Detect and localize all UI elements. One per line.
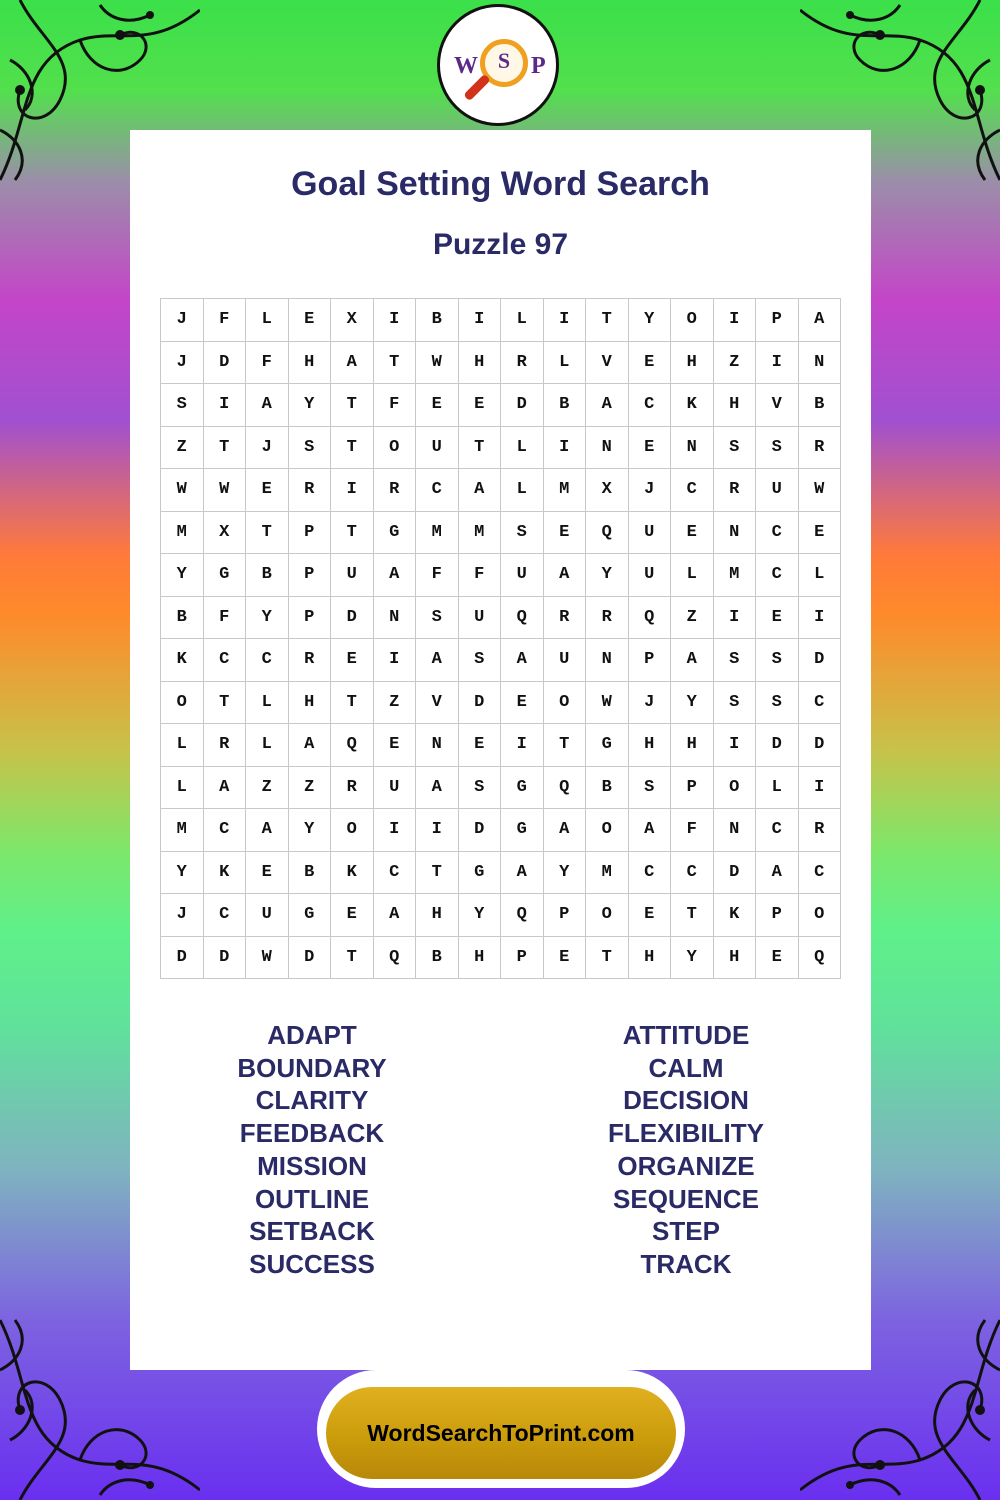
grid-cell[interactable]: D	[714, 852, 757, 895]
grid-cell[interactable]: S	[714, 639, 757, 682]
grid-cell[interactable]: T	[671, 894, 714, 937]
grid-cell[interactable]: C	[416, 469, 459, 512]
grid-cell[interactable]: E	[246, 469, 289, 512]
grid-cell[interactable]: E	[756, 597, 799, 640]
grid-cell[interactable]: R	[544, 597, 587, 640]
grid-cell[interactable]: E	[629, 427, 672, 470]
grid-cell[interactable]: A	[671, 639, 714, 682]
grid-cell[interactable]: D	[756, 724, 799, 767]
grid-cell[interactable]: I	[714, 299, 757, 342]
grid-cell[interactable]: D	[799, 639, 842, 682]
grid-cell[interactable]: U	[501, 554, 544, 597]
grid-cell[interactable]: C	[671, 852, 714, 895]
grid-cell[interactable]: K	[714, 894, 757, 937]
grid-cell[interactable]: L	[501, 469, 544, 512]
grid-cell[interactable]: I	[714, 597, 757, 640]
grid-cell[interactable]: O	[374, 427, 417, 470]
grid-cell[interactable]: Y	[246, 597, 289, 640]
grid-cell[interactable]: R	[586, 597, 629, 640]
grid-cell[interactable]: V	[586, 342, 629, 385]
grid-cell[interactable]: F	[671, 809, 714, 852]
grid-cell[interactable]: T	[331, 682, 374, 725]
grid-cell[interactable]: L	[246, 724, 289, 767]
grid-cell[interactable]: D	[161, 937, 204, 980]
grid-cell[interactable]: X	[204, 512, 247, 555]
grid-cell[interactable]: A	[204, 767, 247, 810]
grid-cell[interactable]: U	[544, 639, 587, 682]
grid-cell[interactable]: G	[459, 852, 502, 895]
grid-cell[interactable]: W	[799, 469, 842, 512]
grid-cell[interactable]: O	[544, 682, 587, 725]
grid-cell[interactable]: J	[161, 342, 204, 385]
grid-cell[interactable]: O	[586, 809, 629, 852]
grid-cell[interactable]: G	[289, 894, 332, 937]
grid-cell[interactable]: T	[204, 682, 247, 725]
grid-cell[interactable]: H	[289, 342, 332, 385]
grid-cell[interactable]: E	[544, 937, 587, 980]
grid-cell[interactable]: F	[459, 554, 502, 597]
grid-cell[interactable]: C	[756, 512, 799, 555]
grid-cell[interactable]: X	[331, 299, 374, 342]
grid-cell[interactable]: C	[629, 384, 672, 427]
grid-cell[interactable]: E	[756, 937, 799, 980]
grid-cell[interactable]: E	[544, 512, 587, 555]
grid-cell[interactable]: R	[799, 809, 842, 852]
grid-cell[interactable]: F	[416, 554, 459, 597]
grid-cell[interactable]: P	[629, 639, 672, 682]
word-list-item: FLEXIBILITY	[608, 1118, 764, 1149]
grid-cell[interactable]: J	[161, 299, 204, 342]
grid-cell[interactable]: P	[671, 767, 714, 810]
grid-cell[interactable]: R	[374, 469, 417, 512]
grid-cell[interactable]: U	[629, 554, 672, 597]
grid-cell[interactable]: S	[714, 427, 757, 470]
grid-cell[interactable]: Q	[586, 512, 629, 555]
grid-cell[interactable]: E	[629, 342, 672, 385]
grid-cell[interactable]: M	[459, 512, 502, 555]
grid-cell[interactable]: U	[374, 767, 417, 810]
grid-cell[interactable]: S	[501, 512, 544, 555]
grid-cell[interactable]: T	[331, 384, 374, 427]
grid-cell[interactable]: Y	[289, 384, 332, 427]
grid-cell[interactable]: E	[629, 894, 672, 937]
grid-cell[interactable]: H	[459, 342, 502, 385]
grid-cell[interactable]: D	[501, 384, 544, 427]
grid-cell[interactable]: M	[416, 512, 459, 555]
grid-cell[interactable]: C	[671, 469, 714, 512]
grid-cell[interactable]: T	[374, 342, 417, 385]
page-title: Goal Setting Word Search	[291, 165, 710, 203]
grid-cell[interactable]: U	[459, 597, 502, 640]
website-button[interactable]	[317, 1370, 685, 1488]
grid-cell[interactable]: L	[501, 427, 544, 470]
grid-cell[interactable]: H	[289, 682, 332, 725]
grid-cell[interactable]: Q	[544, 767, 587, 810]
grid-cell[interactable]: I	[459, 299, 502, 342]
grid-cell[interactable]: K	[331, 852, 374, 895]
grid-cell[interactable]: I	[331, 469, 374, 512]
word-list-item: OUTLINE	[254, 1183, 370, 1214]
grid-cell[interactable]: Y	[459, 894, 502, 937]
grid-cell[interactable]: W	[416, 342, 459, 385]
grid-cell[interactable]: L	[799, 554, 842, 597]
grid-cell[interactable]: T	[544, 724, 587, 767]
grid-cell[interactable]: L	[501, 299, 544, 342]
grid-cell[interactable]: A	[501, 639, 544, 682]
grid-cell[interactable]: G	[501, 767, 544, 810]
word-list-item: FEEDBACK	[239, 1118, 385, 1149]
grid-cell[interactable]: A	[799, 299, 842, 342]
grid-cell[interactable]: A	[416, 639, 459, 682]
grid-cell[interactable]: N	[586, 639, 629, 682]
grid-cell[interactable]: I	[799, 597, 842, 640]
letter-grid	[160, 298, 841, 979]
grid-cell[interactable]: O	[331, 809, 374, 852]
grid-cell[interactable]: O	[714, 767, 757, 810]
grid-cell[interactable]: G	[374, 512, 417, 555]
grid-cell[interactable]: L	[246, 682, 289, 725]
puzzle-sheet	[130, 130, 871, 1370]
puzzle-number: Puzzle 97	[432, 228, 569, 261]
grid-cell[interactable]: P	[289, 512, 332, 555]
grid-cell[interactable]: T	[586, 937, 629, 980]
grid-cell[interactable]: A	[586, 384, 629, 427]
grid-cell[interactable]: V	[756, 384, 799, 427]
grid-cell[interactable]: A	[629, 809, 672, 852]
grid-cell[interactable]: F	[204, 299, 247, 342]
grid-cell[interactable]: D	[204, 342, 247, 385]
grid-cell[interactable]: B	[289, 852, 332, 895]
grid-cell[interactable]: A	[501, 852, 544, 895]
grid-cell[interactable]: N	[586, 427, 629, 470]
grid-cell[interactable]: T	[246, 512, 289, 555]
word-list-right	[586, 1019, 786, 1281]
grid-cell[interactable]: Y	[586, 554, 629, 597]
grid-cell[interactable]: O	[799, 894, 842, 937]
grid-cell[interactable]: S	[756, 427, 799, 470]
grid-cell[interactable]: B	[416, 299, 459, 342]
grid-cell[interactable]: P	[501, 937, 544, 980]
grid-cell[interactable]: Y	[671, 937, 714, 980]
grid-cell[interactable]: C	[374, 852, 417, 895]
grid-cell[interactable]: A	[374, 894, 417, 937]
word-list-item: BOUNDARY	[237, 1052, 387, 1083]
grid-cell[interactable]: I	[374, 809, 417, 852]
grid-cell[interactable]: I	[374, 299, 417, 342]
grid-cell[interactable]: J	[246, 427, 289, 470]
grid-cell[interactable]: D	[331, 597, 374, 640]
grid-cell[interactable]: W	[246, 937, 289, 980]
grid-cell[interactable]: H	[671, 724, 714, 767]
grid-cell[interactable]: A	[331, 342, 374, 385]
grid-cell[interactable]: L	[671, 554, 714, 597]
word-list-left	[212, 1019, 412, 1281]
grid-cell[interactable]: U	[629, 512, 672, 555]
grid-cell[interactable]: O	[671, 299, 714, 342]
grid-cell[interactable]: Y	[544, 852, 587, 895]
grid-cell[interactable]: E	[459, 724, 502, 767]
grid-cell[interactable]: L	[161, 724, 204, 767]
grid-cell[interactable]: F	[246, 342, 289, 385]
grid-cell[interactable]: A	[289, 724, 332, 767]
grid-cell[interactable]: F	[374, 384, 417, 427]
grid-cell[interactable]: D	[459, 809, 502, 852]
grid-cell[interactable]: E	[331, 894, 374, 937]
grid-cell[interactable]: C	[204, 894, 247, 937]
grid-cell[interactable]: Y	[161, 554, 204, 597]
grid-cell[interactable]: Q	[501, 894, 544, 937]
grid-cell[interactable]: T	[331, 427, 374, 470]
grid-cell[interactable]: U	[246, 894, 289, 937]
grid-cell[interactable]: Q	[331, 724, 374, 767]
grid-cell[interactable]: U	[331, 554, 374, 597]
grid-cell[interactable]: M	[586, 852, 629, 895]
grid-cell[interactable]: P	[544, 894, 587, 937]
logo-letter-s: S	[497, 48, 511, 73]
grid-cell[interactable]: C	[204, 639, 247, 682]
grid-cell[interactable]: P	[289, 554, 332, 597]
grid-cell[interactable]: I	[204, 384, 247, 427]
grid-cell[interactable]: I	[501, 724, 544, 767]
word-list-item: ATTITUDE	[622, 1020, 750, 1050]
grid-cell[interactable]: S	[756, 639, 799, 682]
grid-cell[interactable]: W	[586, 682, 629, 725]
grid-cell[interactable]: T	[331, 512, 374, 555]
grid-cell[interactable]: R	[289, 469, 332, 512]
grid-cell[interactable]: K	[671, 384, 714, 427]
grid-cell[interactable]: C	[246, 639, 289, 682]
grid-cell[interactable]: R	[714, 469, 757, 512]
grid-cell[interactable]: N	[416, 724, 459, 767]
grid-cell[interactable]: T	[331, 937, 374, 980]
grid-cell[interactable]: A	[374, 554, 417, 597]
grid-cell[interactable]: L	[756, 767, 799, 810]
grid-cell[interactable]: U	[756, 469, 799, 512]
grid-cell[interactable]: M	[544, 469, 587, 512]
grid-cell[interactable]: C	[756, 554, 799, 597]
grid-cell[interactable]: H	[629, 724, 672, 767]
grid-cell[interactable]: B	[799, 384, 842, 427]
grid-cell[interactable]: P	[289, 597, 332, 640]
grid-cell[interactable]: A	[416, 767, 459, 810]
grid-cell[interactable]: G	[204, 554, 247, 597]
grid-cell[interactable]: S	[161, 384, 204, 427]
grid-cell[interactable]: T	[204, 427, 247, 470]
word-list-item: STEP	[652, 1216, 720, 1247]
grid-cell[interactable]: E	[671, 512, 714, 555]
grid-cell[interactable]: T	[416, 852, 459, 895]
grid-cell[interactable]: J	[629, 469, 672, 512]
grid-cell[interactable]: S	[289, 427, 332, 470]
grid-cell[interactable]: A	[246, 384, 289, 427]
grid-cell[interactable]: O	[586, 894, 629, 937]
grid-cell[interactable]: R	[204, 724, 247, 767]
grid-cell[interactable]: E	[289, 299, 332, 342]
grid-cell[interactable]: L	[161, 767, 204, 810]
grid-cell[interactable]: I	[416, 809, 459, 852]
grid-cell[interactable]: P	[756, 299, 799, 342]
grid-cell[interactable]: H	[416, 894, 459, 937]
word-list-item: DECISION	[623, 1085, 749, 1116]
word-list-item: ORGANIZE	[617, 1150, 755, 1181]
grid-cell[interactable]: S	[459, 767, 502, 810]
grid-cell[interactable]: N	[799, 342, 842, 385]
grid-cell[interactable]: M	[714, 554, 757, 597]
grid-cell[interactable]: T	[459, 427, 502, 470]
grid-cell[interactable]: I	[799, 767, 842, 810]
grid-cell[interactable]: Q	[629, 597, 672, 640]
word-list-item: CLARITY	[255, 1085, 369, 1116]
grid-cell[interactable]: E	[374, 724, 417, 767]
grid-cell[interactable]: U	[416, 427, 459, 470]
grid-cell[interactable]: Y	[161, 852, 204, 895]
grid-cell[interactable]: N	[714, 809, 757, 852]
grid-cell[interactable]: G	[586, 724, 629, 767]
grid-cell[interactable]: B	[544, 384, 587, 427]
grid-cell[interactable]: E	[459, 384, 502, 427]
grid-cell[interactable]: J	[629, 682, 672, 725]
grid-cell[interactable]: H	[714, 937, 757, 980]
grid-cell[interactable]: Z	[289, 767, 332, 810]
grid-cell[interactable]: Q	[374, 937, 417, 980]
grid-cell[interactable]: F	[204, 597, 247, 640]
grid-cell[interactable]: A	[459, 469, 502, 512]
grid-cell[interactable]: D	[799, 724, 842, 767]
grid-cell[interactable]: B	[586, 767, 629, 810]
grid-cell[interactable]: E	[416, 384, 459, 427]
grid-cell[interactable]: H	[671, 342, 714, 385]
word-list-item: SUCCESS	[249, 1248, 375, 1279]
grid-cell[interactable]: P	[756, 894, 799, 937]
grid-cell[interactable]: C	[629, 852, 672, 895]
grid-cell[interactable]: S	[756, 682, 799, 725]
grid-cell[interactable]: O	[161, 682, 204, 725]
word-list-item: SEQUENCE	[613, 1183, 759, 1214]
grid-cell[interactable]: M	[161, 512, 204, 555]
grid-cell[interactable]: N	[671, 427, 714, 470]
grid-cell[interactable]: D	[204, 937, 247, 980]
grid-cell[interactable]: K	[204, 852, 247, 895]
grid-cell[interactable]: A	[246, 809, 289, 852]
grid-cell[interactable]: I	[544, 299, 587, 342]
grid-cell[interactable]: E	[246, 852, 289, 895]
grid-cell[interactable]: B	[416, 937, 459, 980]
grid-cell[interactable]: Y	[629, 299, 672, 342]
grid-cell[interactable]: Y	[671, 682, 714, 725]
grid-cell[interactable]: L	[544, 342, 587, 385]
grid-cell[interactable]: I	[714, 724, 757, 767]
wsp-logo[interactable]	[437, 4, 559, 126]
grid-cell[interactable]: E	[501, 682, 544, 725]
grid-cell[interactable]: A	[544, 809, 587, 852]
grid-cell[interactable]: W	[161, 469, 204, 512]
grid-cell[interactable]: S	[714, 682, 757, 725]
grid-cell[interactable]: B	[161, 597, 204, 640]
grid-cell[interactable]: R	[501, 342, 544, 385]
grid-cell[interactable]: H	[714, 384, 757, 427]
grid-cell[interactable]: I	[756, 342, 799, 385]
grid-cell[interactable]: E	[331, 639, 374, 682]
grid-cell[interactable]: L	[246, 299, 289, 342]
grid-cell[interactable]: T	[586, 299, 629, 342]
word-list-item: TRACK	[640, 1248, 732, 1279]
grid-cell[interactable]: D	[459, 682, 502, 725]
grid-cell[interactable]: C	[799, 682, 842, 725]
grid-cell[interactable]: M	[161, 809, 204, 852]
grid-cell[interactable]: R	[289, 639, 332, 682]
logo-letter-w: W	[454, 53, 478, 79]
grid-cell[interactable]: N	[714, 512, 757, 555]
grid-cell[interactable]: C	[756, 809, 799, 852]
grid-cell[interactable]: X	[586, 469, 629, 512]
grid-cell[interactable]: H	[459, 937, 502, 980]
grid-cell[interactable]: S	[629, 767, 672, 810]
grid-cell[interactable]: J	[161, 894, 204, 937]
grid-cell[interactable]: G	[501, 809, 544, 852]
grid-cell[interactable]: Z	[671, 597, 714, 640]
grid-cell[interactable]: R	[331, 767, 374, 810]
word-list-item: SETBACK	[249, 1216, 375, 1247]
grid-cell[interactable]: E	[799, 512, 842, 555]
grid-cell[interactable]: V	[416, 682, 459, 725]
grid-cell[interactable]: B	[246, 554, 289, 597]
grid-cell[interactable]: S	[459, 639, 502, 682]
grid-cell[interactable]: C	[204, 809, 247, 852]
word-list-item: ADAPT	[267, 1020, 357, 1050]
word-list-item: CALM	[648, 1052, 724, 1083]
grid-cell[interactable]: N	[374, 597, 417, 640]
grid-cell[interactable]: Q	[501, 597, 544, 640]
grid-cell[interactable]: Z	[246, 767, 289, 810]
grid-cell[interactable]: Z	[161, 427, 204, 470]
grid-cell[interactable]: K	[161, 639, 204, 682]
grid-cell[interactable]: C	[799, 852, 842, 895]
grid-cell[interactable]: H	[629, 937, 672, 980]
grid-cell[interactable]: S	[416, 597, 459, 640]
grid-cell[interactable]: R	[799, 427, 842, 470]
grid-cell[interactable]: D	[289, 937, 332, 980]
grid-cell[interactable]: A	[756, 852, 799, 895]
grid-cell[interactable]: A	[544, 554, 587, 597]
grid-cell[interactable]: Q	[799, 937, 842, 980]
grid-cell[interactable]: W	[204, 469, 247, 512]
grid-cell[interactable]: Z	[714, 342, 757, 385]
grid-cell[interactable]: I	[374, 639, 417, 682]
word-list-item: MISSION	[257, 1150, 367, 1181]
grid-cell[interactable]: I	[544, 427, 587, 470]
grid-cell[interactable]: Y	[289, 809, 332, 852]
website-label: WordSearchToPrint.com	[326, 1387, 676, 1479]
grid-cell[interactable]: Z	[374, 682, 417, 725]
logo-letter-p: P	[531, 53, 546, 79]
